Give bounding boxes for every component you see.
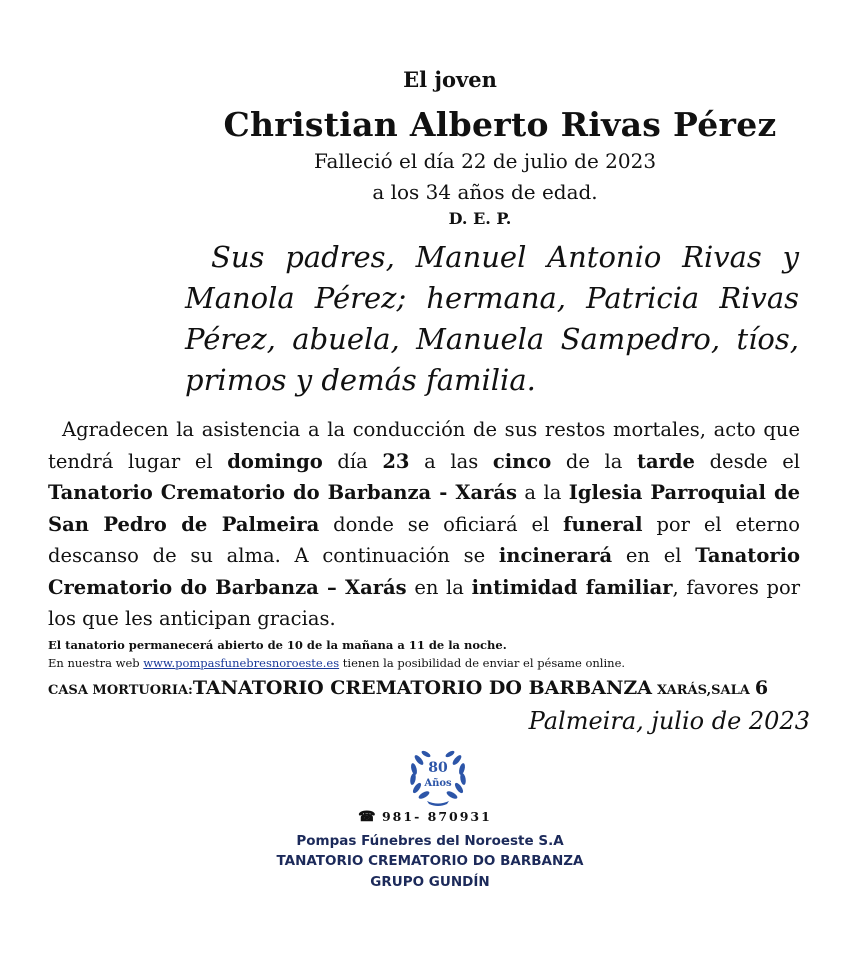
place-and-date: Palmeira, julio de 2023 (528, 707, 810, 735)
mortuary-label: CASA MORTUORIA: (48, 683, 193, 698)
company-name: Pompas Fúnebres del Noroeste S.A (296, 833, 564, 849)
laurel-wreath-icon (405, 743, 471, 809)
mortuary-name: TANATORIO CREMATORIO DO BARBANZA (192, 677, 652, 699)
website-link[interactable]: www.pompasfunebresnoroeste.es (143, 656, 340, 670)
anniversary-logo (405, 743, 471, 809)
family-members: Sus padres, Manuel Antonio Rivas y Manola Pérez; hermana, Patricia Rivas Pérez, abuela, Manuela Sampedro, tíos, primos y demás familia. (185, 240, 799, 397)
phone-icon: ☎ (358, 809, 376, 825)
age-at-death: a los 34 años de edad. (372, 180, 598, 204)
phone-number[interactable]: 981- 870931 (381, 809, 492, 824)
group-name: GRUPO GUNDÍN (370, 874, 490, 890)
web-note: En nuestra web www.pompasfunebresnoroeste.es tienen la posibilidad de enviar el pésame online. (48, 656, 626, 670)
opening-hours-note: El tanatorio permanecerá abierto de 10 de la mañana a 11 de la noche. (48, 638, 507, 652)
mortuary-line (48, 677, 828, 699)
logo-number: 80 (428, 760, 448, 776)
mortuary-location: XARÁS,SALA (657, 683, 750, 698)
ceremony-text: Agradecen la asistencia a la conducción de sus restos mortales, acto que tendrá lugar el domingo día 23 a las cinco de la tarde desde el Tanatorio Crematorio do Barbanza - Xarás a la Iglesia Parroquial de San Pedro de Palmeira donde se oficiará el funeral por el eterno descanso de su alma. A continuación se incinerará en el Tanatorio Crematorio do Barbanza – Xarás en la intimidad familiar, favores por los que les anticipan gracias. (48, 418, 801, 630)
logo-word: Años (424, 778, 452, 789)
death-date: Falleció el día 22 de julio de 2023 (313, 149, 657, 173)
phone-line (330, 809, 520, 825)
tanatorio-name: TANATORIO CREMATORIO DO BARBANZA (276, 853, 584, 869)
intro-label: El joven (403, 67, 497, 92)
mortuary-room: 6 (754, 677, 769, 699)
rip-label: D. E. P. (448, 209, 512, 228)
deceased-name: Christian Alberto Rivas Pérez (223, 105, 777, 144)
